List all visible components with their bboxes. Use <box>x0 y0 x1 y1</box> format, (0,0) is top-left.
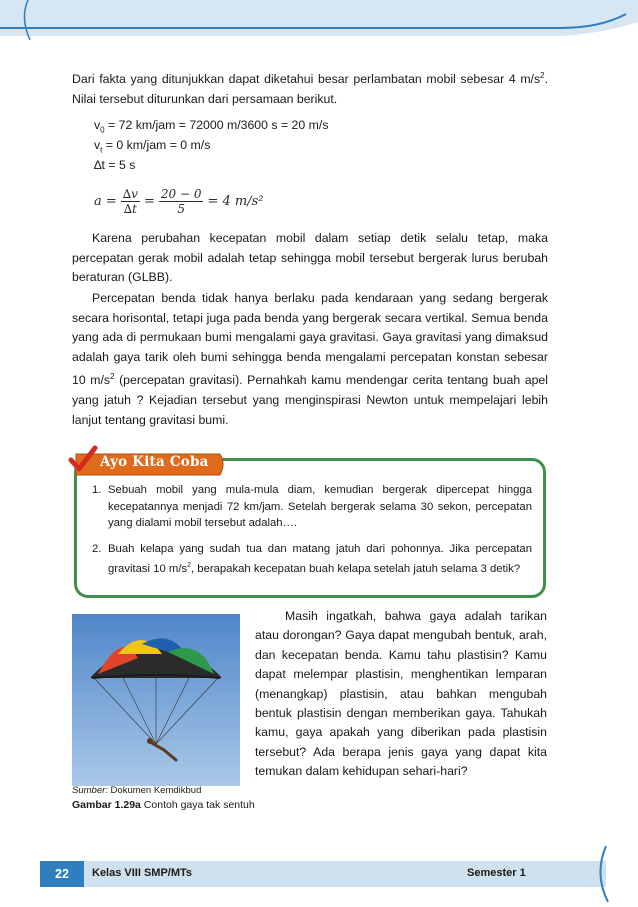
footer-curve <box>590 846 630 902</box>
side-paragraph-force: Masih ingatkah, bahwa gaya adalah tarikan atau dorongan? Gaya dapat mengubah bentuk, arah, dan kecepatan benda. Kamu tahu plastisin? Kamu dapat melempar plastisin, menghentikan lemparan (menangkap) plastisin, atau bahkan mengubah bentuk plastisin dengan memberikan gaya. Tahukah kamu, gaya apakah yang diberikan pada plastisin tersebut? Ada berapa jenis gaya yang dapat kita temukan dalam kehidupan sehari-hari? <box>255 609 547 779</box>
activity-tab <box>70 451 228 475</box>
equation-v0: $v_0 = 72$ km/jam = 72000 m/3600 s = 20 m/s <box>94 118 329 135</box>
checkmark-icon <box>68 445 98 475</box>
parachute-photo <box>72 614 240 786</box>
equation-dt: ∆t = 5 s <box>94 158 136 172</box>
page-number: 22 <box>40 861 84 887</box>
fraction-values: $\frac{20 - 0}{5}$ <box>160 187 202 216</box>
figure-source: Sumber: Dokumen Kemdikbud <box>72 785 202 796</box>
equation-vt: $v_t = 0$ km/jam = 0 m/s <box>94 138 211 155</box>
top-decorative-band <box>0 0 638 40</box>
figure-caption: Gambar 1.29a Contoh gaya tak sentuh <box>72 799 255 811</box>
fraction-dv-dt: $\frac{\Delta v}{\Delta t}$ <box>122 187 138 216</box>
footer-semester-label: Semester 1 <box>467 867 526 879</box>
paragraph-gravity: Percepatan benda tidak hanya berlaku pada kendaraan yang sedang bergerak secara horisontal, tetapi juga pada benda yang bergerak secara vertikal. Semua benda yang ada di permukaan bumi mengalami gaya gravitasi. Gaya gravitasi yang dimaksud adalah gaya tarik oleh bumi sehingga benda mengalami percepatan konstan sebesar 10 $m/s^2$ (percepatan gravitasi). Pernahkah kamu mendengar cerita tentang buah apel yang jatuh ? Kejadian tersebut yang menginspirasi Newton untuk mempelajari lebih lanjut tentang gravitasi bumi. <box>72 291 549 427</box>
paragraph-deceleration: Dari fakta yang ditunjukkan dapat diketahui besar perlambatan mobil sebesar 4 $m/s^2$. Nilai tersebut diturunkan dari persamaan berikut. <box>72 71 548 106</box>
footer-class-label: Kelas VIII SMP/MTs <box>92 867 193 879</box>
activity-item-2: 2. Buah kelapa yang sudah tua dan matang jatuh dari pohonnya. Jika percepatan gravitasi 10 $m/s^2$, berapakah kecepatan buah kelapa setelah jatuh selama 3 detik? <box>92 543 532 575</box>
activity-item-1: 1. Sebuah mobil yang mula-mula diam, kemudian bergerak dipercepat hingga kecepatannya menjadi 72 km/jam. Setelah bergerak selama 30 sekon, percepatan yang dialami mobil tersebut adalah…. <box>92 484 532 529</box>
acceleration-formula: a = $\frac{\Delta v}{\Delta t}$ = $\frac{20 - 0}{5}$ = 4 m/s² <box>94 187 264 216</box>
paragraph-glbb: Karena perubahan kecepatan mobil dalam setiap detik selalu tetap, maka percepatan gerak mobil adalah tetap sehingga mobil tersebut bergerak lurus berubah beraturan (GLBB). <box>72 231 548 285</box>
activity-title: Ayo Kita Coba <box>100 454 209 470</box>
